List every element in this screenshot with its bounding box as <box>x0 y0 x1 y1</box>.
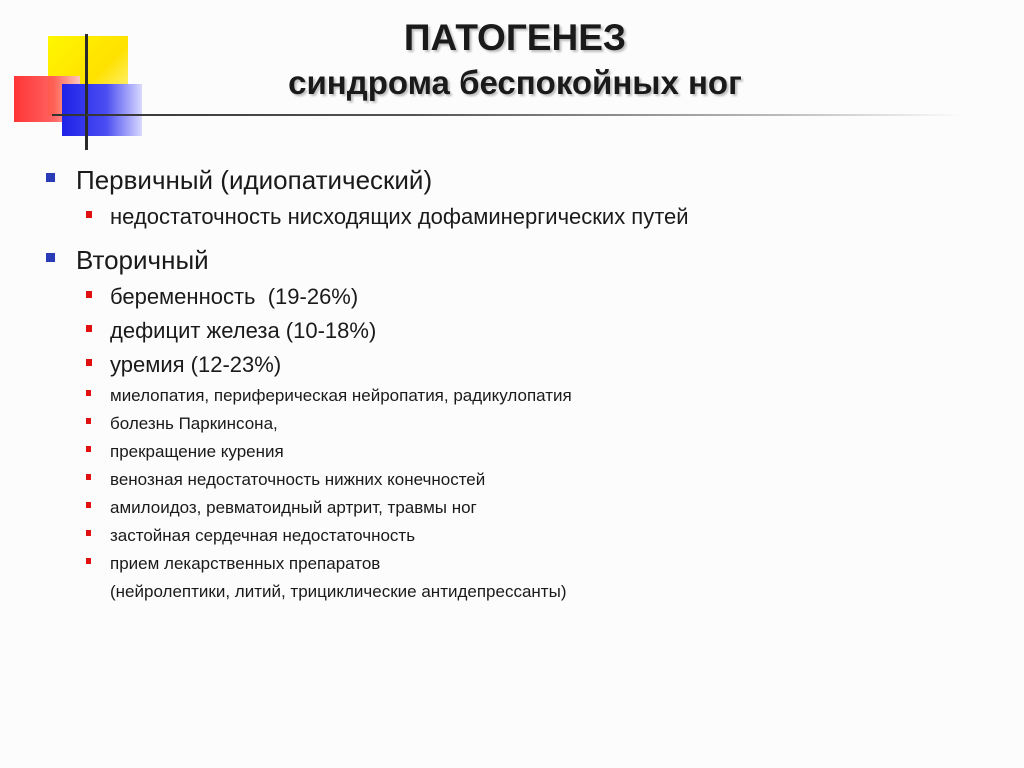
title-line-1: ПАТОГЕНЕЗ <box>403 17 627 58</box>
square-bullet-icon <box>86 502 91 508</box>
bullet-list <box>46 160 986 606</box>
list-item-text: прекращение курения <box>110 442 284 461</box>
list-item <box>86 494 986 522</box>
slide-title <box>200 16 830 106</box>
square-bullet-icon <box>46 253 55 262</box>
list-item-text: уремия (12-23%) <box>110 352 282 377</box>
list-item <box>86 200 986 234</box>
list-item <box>86 348 986 382</box>
list-item <box>86 438 986 466</box>
list-item-text: беременность (19-26%) <box>110 284 359 309</box>
section-label: Первичный (идиопатический) <box>76 165 433 195</box>
list-item-text: амилоидоз, ревматоидный артрит, травмы ног <box>110 498 477 517</box>
list-item-text: прием лекарственных препаратов <box>110 554 381 573</box>
square-bullet-icon <box>86 530 91 536</box>
list-item-text: венозная недостаточность нижних конечностей <box>110 470 486 489</box>
section-primary <box>46 160 986 200</box>
list-item <box>86 466 986 494</box>
square-bullet-icon <box>86 558 91 564</box>
square-bullet-icon <box>46 173 55 182</box>
square-bullet-icon <box>86 359 92 366</box>
list-item-text: застойная сердечная недостаточность <box>110 526 416 545</box>
title-underline <box>52 114 962 116</box>
list-item-text: миелопатия, периферическая нейропатия, радикулопатия <box>110 386 572 405</box>
list-item <box>86 280 986 314</box>
list-item <box>86 522 986 550</box>
title-line-2: синдрома беспокойных ног <box>288 64 742 101</box>
square-bullet-icon <box>86 474 91 480</box>
list-item <box>86 410 986 438</box>
square-bullet-icon <box>86 446 91 452</box>
list-item <box>86 314 986 348</box>
section-label: Вторичный <box>76 245 209 275</box>
logo-blue-square <box>62 84 142 136</box>
list-item-text: недостаточность нисходящих дофаминергических путей <box>110 204 689 229</box>
list-item-text: дефицит железа (10-18%) <box>110 318 377 343</box>
square-bullet-icon <box>86 418 91 424</box>
logo-vertical-line <box>85 34 88 150</box>
list-item-continuation <box>86 578 986 606</box>
list-item-text: (нейролептики, литий, трициклические антидепрессанты) <box>110 582 567 601</box>
list-item <box>86 382 986 410</box>
list-item-text: болезнь Паркинсона, <box>110 414 278 433</box>
square-bullet-icon <box>86 325 92 332</box>
section-secondary <box>46 240 986 280</box>
list-item <box>86 550 986 578</box>
square-bullet-icon <box>86 211 92 218</box>
square-bullet-icon <box>86 390 91 396</box>
square-bullet-icon <box>86 291 92 298</box>
